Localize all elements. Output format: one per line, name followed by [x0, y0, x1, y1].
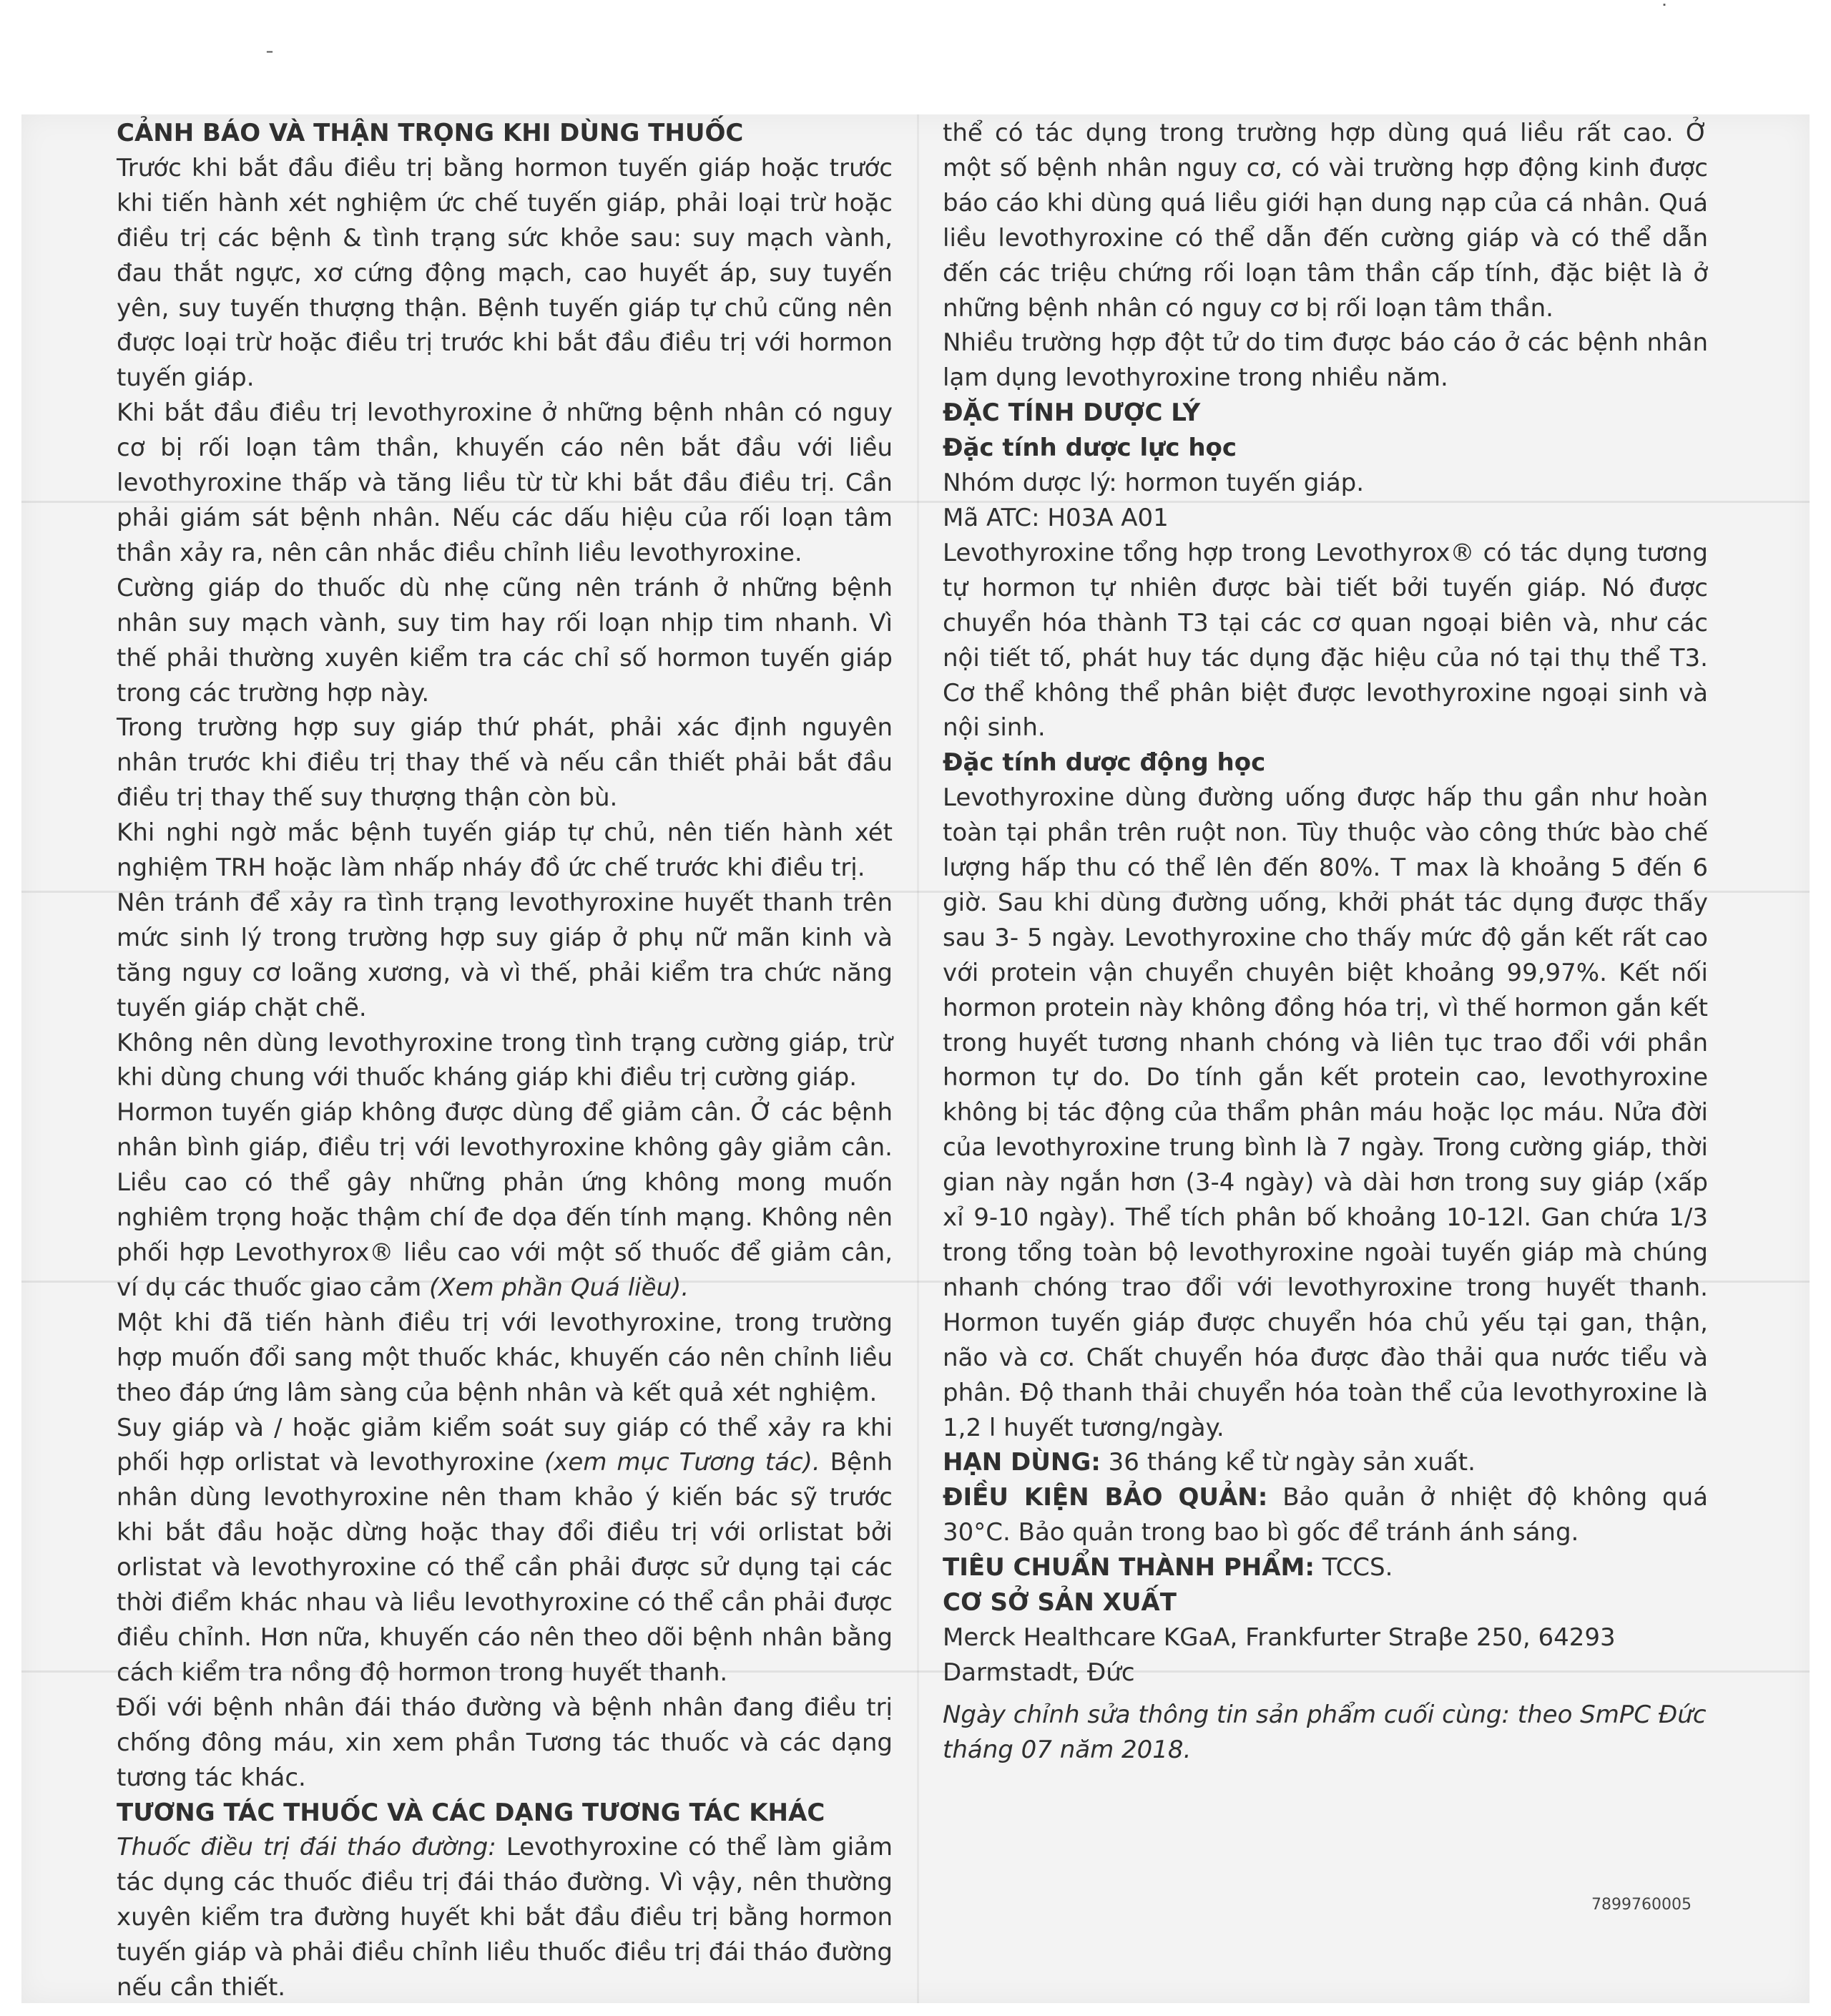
pharmacodynamics-subheading: Đặc tính dược lực học [943, 434, 1237, 463]
paragraph: Levothyroxine dùng đường uống được hấp thu gần như hoàn toàn tại phần trên ruột non. Tùy thuộc vào công thức bào chế lượng hấp thu có thể lên đến 80%. T max là khoảng 5 đến 6 giờ. Sau khi dùng đường uống, khởi phát tác dụng được thấy sau 3- 5 ngày. Levothyroxine cho thấy mức độ gắn kết rất cao với protein vận chuyển chuyên biệt khoảng 99,97%. Kết nối hormon protein này không đồng hóa trị, vì thế hormon gắn kết trong huyết tương nhanh chóng và liên tục trao đổi với phần hormon tự do. Do tính gắn kết protein cao, levothyroxine không bị tác động của thẩm phân máu hoặc lọc máu. Nửa đời của levothyroxine trung bình là 7 ngày. Trong cường giáp, thời gian này ngắn hơn (3-4 ngày) và dài hơn trong suy giáp (xấp xỉ 9-10 ngày). Thể tích phân bố khoảng 10-12l. Gan chứa 1/3 trong tổng toàn bộ levothyroxine ngoài tuyến giáp mà chúng nhanh chóng trao đổi với levothyroxine trong huyết thanh. Hormon tuyến giáp được chuyển hóa chủ yếu tại gan, thận, não và cơ. Chất chuyển hóa được đào thải qua nước tiểu và phân. Độ thanh thải chuyển hóa toàn thể của levothyroxine là 1,2 l huyết tương/ngày. [943, 783, 1708, 1442]
diabetes-drugs-lead: Thuốc điều trị đái tháo đường: [117, 1833, 496, 1862]
scan-mark: ˉ [265, 47, 275, 71]
column-divider [917, 114, 919, 2003]
paragraph [117, 1411, 893, 1690]
pharmacological-group: Nhóm dược lý: hormon tuyến giáp. [943, 469, 1365, 498]
paragraph: Trong trường hợp suy giáp thứ phát, phải xác định nguyên nhân trước khi điều trị thay thế và nếu cần thiết phải bắt đầu điều trị thay thế suy thượng thận còn bù. [117, 713, 893, 813]
manufacturer-heading: CƠ SỞ SẢN XUẤT [943, 1588, 1177, 1618]
paragraph: Một khi đã tiến hành điều trị với levothyroxine, trong trường hợp muốn đổi sang một thuốc khác, khuyến cáo nên chỉnh liều theo đáp ứng lâm sàng của bệnh nhân và kết quả xét nghiệm. [117, 1308, 893, 1407]
storage-value: Bảo quản ở nhiệt độ không quá 30°C. Bảo quản trong bao bì gốc để tránh ánh sáng. [943, 1483, 1709, 1547]
overdose-reference: (Xem phần Quá liều). [429, 1273, 689, 1302]
paragraph [117, 1095, 893, 1305]
scan-mark: ˙ [1659, 0, 1669, 24]
paragraph: Khi nghi ngờ mắc bệnh tuyến giáp tự chủ, nên tiến hành xét nghiệm TRH hoặc làm nhấp nháy đồ ức chế trước khi điều trị. [117, 818, 893, 883]
pharmacology-heading: ĐẶC TÍNH DƯỢC LÝ [943, 398, 1201, 428]
shelf-life-label: HẠN DÙNG: [943, 1448, 1101, 1477]
revision-note-wrap [943, 1698, 1708, 1768]
diabetes-drugs-text: Levothyroxine có thể làm giảm tác dụng các thuốc điều trị đái tháo đường. Vì vậy, nên thường xuyên kiểm tra đường huyết khi bắt đầu điều trị bằng hormon tuyến giáp và phải điều chỉnh liều thuốc điều trị đái tháo đường nếu cần thiết. [117, 1833, 893, 2002]
paragraph: Cường giáp do thuốc dù nhẹ cũng nên tránh ở những bệnh nhân suy mạch vành, suy tim hay rối loạn nhịp tim nhanh. Vì thế phải thường xuyên kiểm tra các chỉ số hormon tuyến giáp trong các trường hợp này. [117, 573, 893, 708]
leaflet-code: 7899760005 [1591, 1896, 1692, 1914]
standard [943, 1550, 1708, 1585]
paragraph: Trước khi bắt đầu điều trị bằng hormon tuyến giáp hoặc trước khi tiến hành xét nghiệm ức chế tuyến giáp, phải loại trừ hoặc điều trị các bệnh & tình trạng sức khỏe sau: suy mạch vành, đau thắt ngực, xơ cứng động mạch, cao huyết áp, suy tuyến yên, suy tuyến thượng thận. Bệnh tuyến giáp tự chủ cũng nên được loại trừ hoặc điều trị trước khi bắt đầu điều trị với hormon tuyến giáp. [117, 153, 893, 393]
pharmacokinetics-subheading: Đặc tính dược động học [943, 748, 1266, 778]
orlistat-text: Suy giáp và / hoặc giảm kiểm soát suy giáp có thể xảy ra khi phối hợp orlistat và levothyroxine [117, 1413, 893, 1477]
shelf-life-value: 36 tháng kể từ ngày sản xuất. [1108, 1448, 1476, 1477]
manufacturer-address: Merck Healthcare KGaA, Frankfurter Straβe 250, 64293 Darmstadt, Đức [943, 1623, 1616, 1687]
paragraph: Khi bắt đầu điều trị levothyroxine ở những bệnh nhân có nguy cơ bị rối loạn tâm thần, khuyến cáo nên bắt đầu với liều levothyroxine thấp và tăng liều từ từ khi bắt đầu điều trị. Cần phải giám sát bệnh nhân. Nếu các dấu hiệu của rối loạn tâm thần xảy ra, nên cân nhắc điều chỉnh liều levothyroxine. [117, 398, 893, 567]
paragraph: Levothyroxine tổng hợp trong Levothyrox® có tác dụng tương tự hormon tự nhiên được bài tiết bởi tuyến giáp. Nó được chuyển hóa thành T3 tại các cơ quan ngoại biên và, như các nội tiết tố, phát huy tác dụng đặc hiệu của nó tại thụ thể T3. Cơ thể không thể phân biệt được levothyroxine ngoại sinh và nội sinh. [943, 538, 1708, 743]
paragraph [117, 1830, 893, 2005]
shelf-life [943, 1445, 1708, 1480]
standard-label: TIÊU CHUẨN THÀNH PHẨM: [943, 1553, 1315, 1582]
storage [943, 1480, 1708, 1550]
revision-note: Ngày chỉnh sửa thông tin sản phẩm cuối cùng: theo SmPC Đức tháng 07 năm 2018. [943, 1700, 1707, 1764]
orlistat-text: Bệnh nhân dùng levothyroxine nên tham khảo ý kiến bác sỹ trước khi bắt đầu hoặc dừng hoặc thay đổi điều trị với orlistat bởi orlistat và levothyroxine có thể cần phải được sử dụng tại các thời điểm khác nhau và liều levothyroxine có thể cần phải được điều chỉnh. Hơn nữa, khuyến cáo nên theo dõi bệnh nhân bằng cách kiểm tra nồng độ hormon trong huyết thanh. [117, 1448, 893, 1687]
paragraph: Đối với bệnh nhân đái tháo đường và bệnh nhân đang điều trị chống đông máu, xin xem phần Tương tác thuốc và các dạng tương tác khác. [117, 1693, 893, 1792]
storage-label: ĐIỀU KIỆN BẢO QUẢN: [943, 1483, 1268, 1512]
weight-text: Hormon tuyến giáp không được dùng để giảm cân. Ở các bệnh nhân bình giáp, điều trị với levothyroxine không gây giảm cân. Liều cao có thể gây những phản ứng không mong muốn nghiêm trọng hoặc thậm chí đe dọa đến tính mạng. Không nên phối hợp Levothyrox® liều cao với một số thuốc để giảm cân, ví dụ các thuốc giao cảm [117, 1098, 893, 1302]
right-column [943, 116, 1709, 1764]
paragraph: Nhiều trường hợp đột tử do tim được báo cáo ở các bệnh nhân lạm dụng levothyroxine trong nhiều năm. [943, 328, 1708, 393]
interaction-reference: (xem mục Tương tác). [544, 1448, 820, 1477]
paragraph: thể có tác dụng trong trường hợp dùng quá liều rất cao. Ở một số bệnh nhân nguy cơ, có vài trường hợp động kinh được báo cáo khi dùng quá liều giới hạn dung nạp của cá nhân. Quá liều levothyroxine có thể dẫn đến cường giáp và có thể dẫn đến các triệu chứng rối loạn tâm thần cấp tính, đặc biệt là ở những bệnh nhân có nguy cơ bị rối loạn tâm thần. [943, 119, 1708, 323]
interactions-heading: TƯƠNG TÁC THUỐC VÀ CÁC DẠNG TƯƠNG TÁC KHÁC [117, 1798, 825, 1827]
warnings-heading: CẢNH BÁO VÀ THẬN TRỌNG KHI DÙNG THUỐC [117, 119, 744, 147]
standard-value: TCCS. [1322, 1553, 1393, 1582]
paragraph: Nên tránh để xảy ra tình trạng levothyroxine huyết thanh trên mức sinh lý trong trường hợp suy giáp ở phụ nữ mãn kinh và tăng nguy cơ loãng xương, và vì thế, phải kiểm tra chức năng tuyến giáp chặt chẽ. [117, 888, 893, 1022]
atc-code: Mã ATC: H03A A01 [943, 503, 1169, 532]
left-column [117, 116, 893, 2002]
paragraph: Không nên dùng levothyroxine trong tình trạng cường giáp, trừ khi dùng chung với thuốc kháng giáp khi điều trị cường giáp. [117, 1028, 893, 1092]
